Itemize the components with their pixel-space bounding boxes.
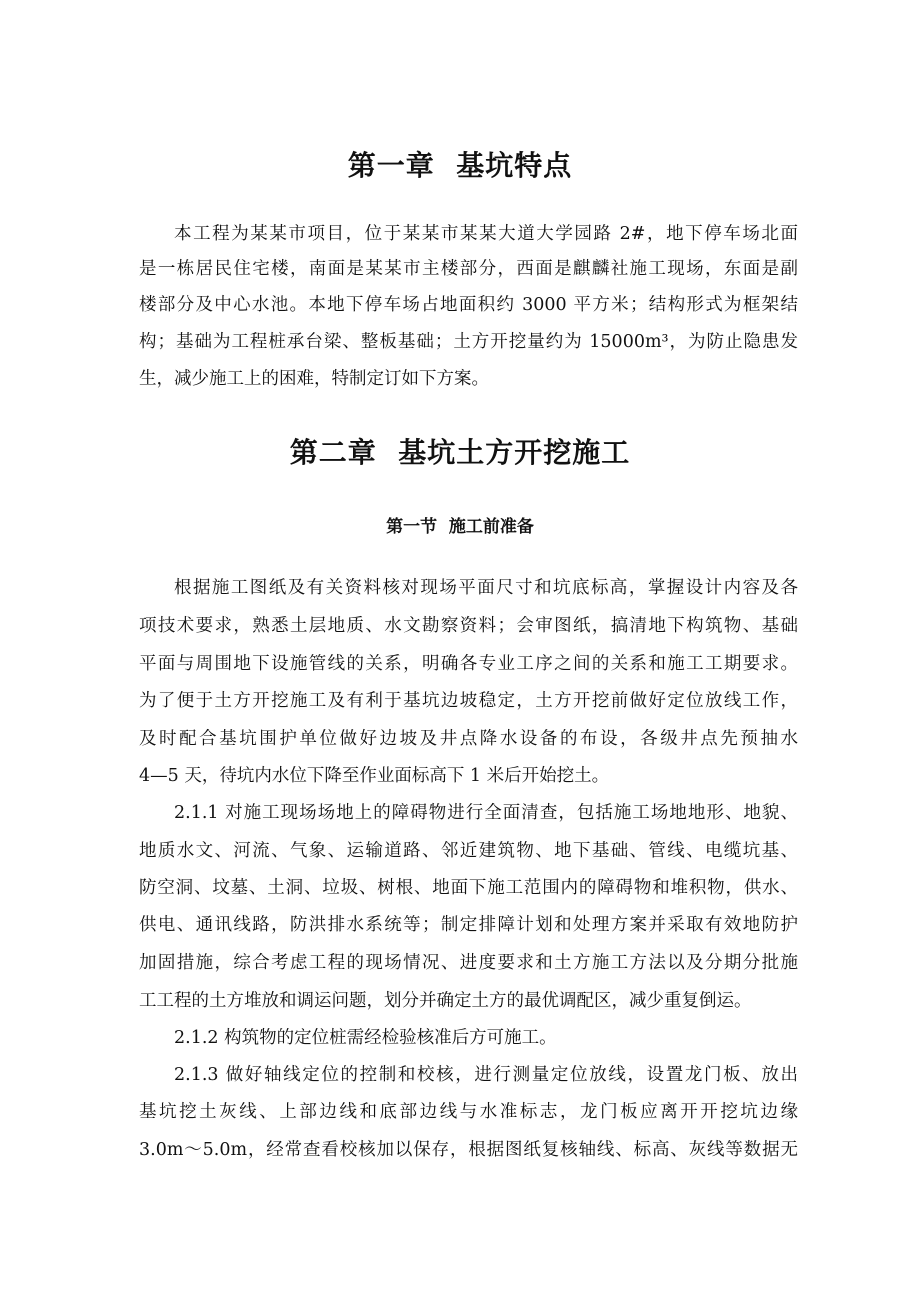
- paragraph-line: 构；基础为工程桩承台梁、整板基础；土方开挖量约为 15000m³，为防止隐患发: [139, 332, 798, 352]
- paragraph-line: 平面与周围地下设施管线的关系，明确各专业工序之间的关系和施工工期要求。: [139, 654, 798, 674]
- paragraph-line: 生，减少施工上的困难，特制定订如下方案。: [139, 369, 489, 389]
- paragraph-line: 是一栋居民住宅楼，南面是某某市主楼部分，西面是麒麟社施工现场，东面是副: [139, 259, 798, 279]
- paragraph-line: 加固措施，综合考虑工程的现场情况、进度要求和土方施工方法以及分期分批施: [139, 953, 798, 973]
- paragraph-line: 2.1.1 对施工现场场地上的障碍物进行全面清查，包括施工场地地形、地貌、: [174, 803, 798, 823]
- paragraph-line: 根据施工图纸及有关资料核对现场平面尺寸和坑底标高，掌握设计内容及各: [174, 578, 798, 598]
- section-1-title: 第一节 施工前准备: [386, 517, 534, 537]
- paragraph-line: 2.1.2 构筑物的定位桩需经检验核准后方可施工。: [174, 1028, 557, 1048]
- paragraph-line: 2.1.3 做好轴线定位的控制和校核，进行测量定位放线，设置龙门板、放出: [174, 1065, 798, 1085]
- paragraph-line: 4—5 天，待坑内水位下降至作业面标高下 1 米后开始挖土。: [139, 766, 610, 786]
- paragraph-line: 基坑挖土灰线、上部边线和底部边线与水准标志，龙门板应离开开挖坑边缘: [139, 1102, 798, 1122]
- paragraph-line: 防空洞、坟墓、土洞、垃圾、树根、地面下施工范围内的障碍物和堆积物，供水、: [139, 878, 798, 898]
- paragraph-line: 供电、通讯线路，防洪排水系统等；制定排障计划和处理方案并采取有效地防护: [139, 915, 798, 935]
- paragraph-line: 工工程的土方堆放和调运问题，划分并确定土方的最优调配区，减少重复倒运。: [139, 991, 752, 1011]
- chapter-2-title: 第二章 基坑土方开挖施工: [289, 436, 631, 469]
- paragraph-line: 楼部分及中心水池。本地下停车场占地面积约 3000 平方米；结构形式为框架结: [139, 295, 798, 315]
- paragraph-line: 本工程为某某市项目，位于某某市某某大道大学园路 2#，地下停车场北面: [174, 224, 798, 244]
- paragraph-line: 项技术要求，熟悉土层地质、水文勘察资料；会审图纸，搞清地下构筑物、基础: [139, 616, 798, 636]
- paragraph-line: 及时配合基坑围护单位做好边坡及井点降水设备的布设，各级井点先预抽水: [139, 729, 798, 749]
- chapter-1-title: 第一章 基坑特点: [347, 149, 573, 182]
- paragraph-line: 地质水文、河流、气象、运输道路、邻近建筑物、地下基础、管线、电缆坑基、: [139, 841, 798, 861]
- paragraph-line: 3.0m～5.0m，经常查看校核加以保存，根据图纸复核轴线、标高、灰线等数据无: [139, 1140, 798, 1160]
- paragraph-line: 为了便于土方开挖施工及有利于基坑边坡稳定，土方开挖前做好定位放线工作，: [139, 691, 798, 711]
